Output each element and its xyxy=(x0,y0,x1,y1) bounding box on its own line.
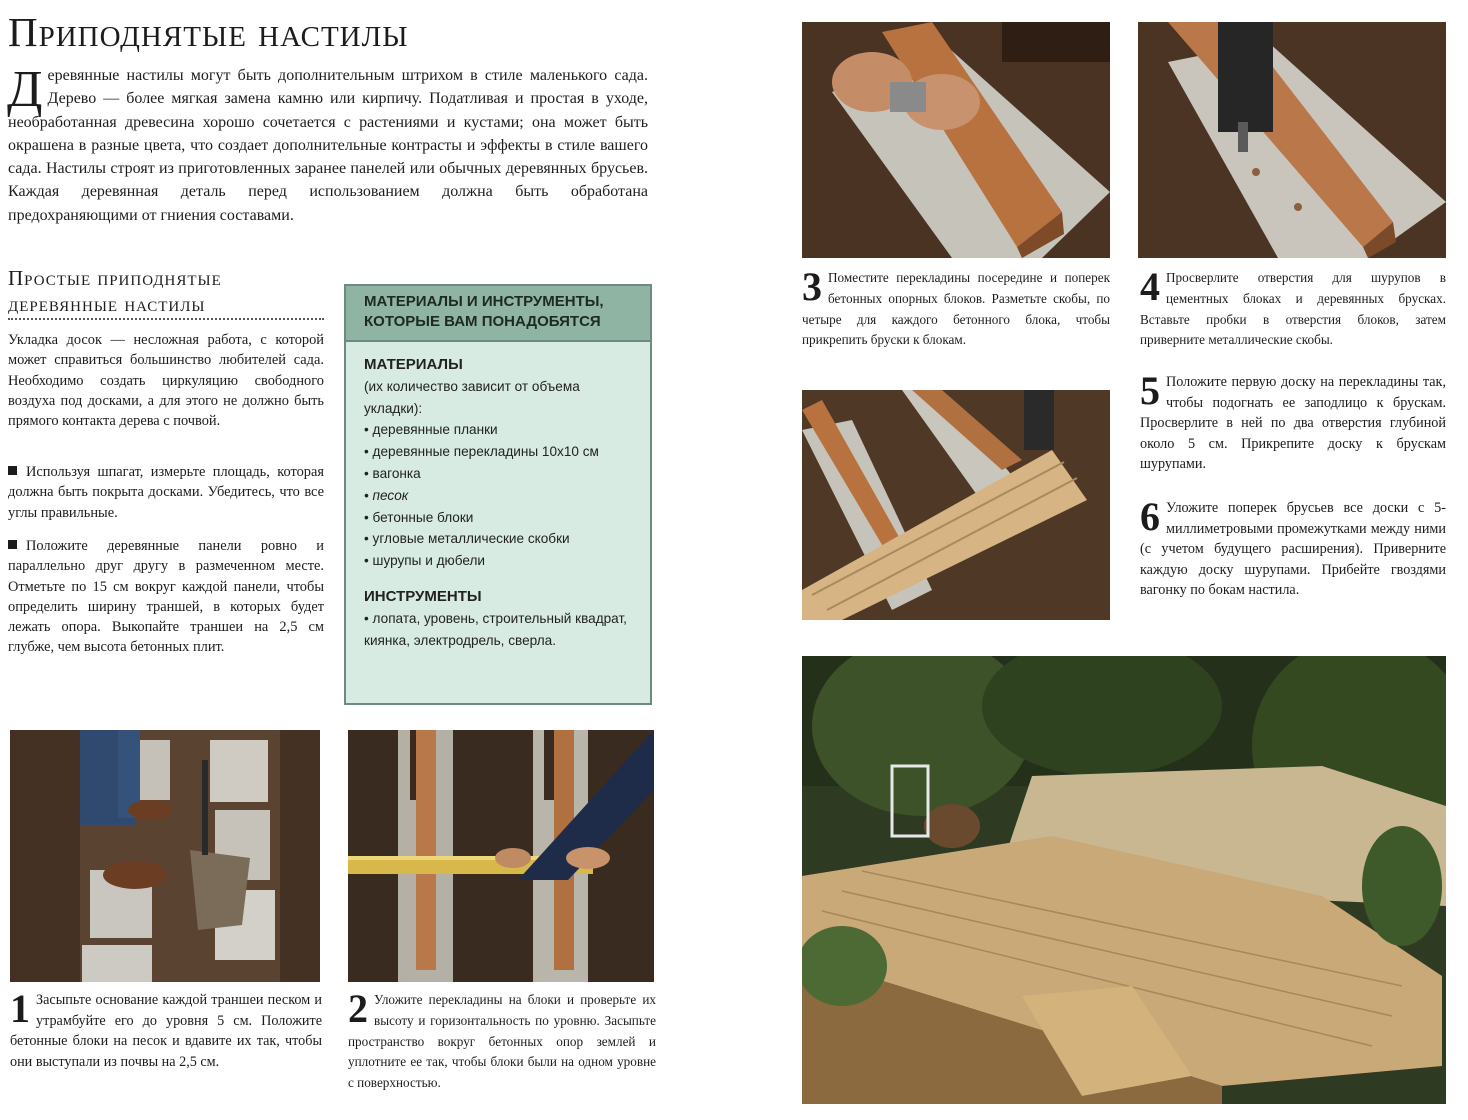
step-5-number: 5 xyxy=(1140,368,1160,413)
section-paragraph: Укладка досок — несложная работа, с которой может справиться большинство любителей сада. Необходимо создать циркуляцию свободного воздуха под досками, а для этого не должно быть прямого контакта дерева с почвой. xyxy=(8,332,324,430)
intro-paragraph xyxy=(7,61,648,227)
step-2-text: Уложите перекладины на блоки и проверьте их высоту и горизонтальность по уровню. Засыпьте пространство вокруг бетонных опор землей и уплотните ее так, чтобы блоки были на одном уровне с поверхностью. xyxy=(348,992,656,1091)
photo-finished-deck xyxy=(802,656,1446,1104)
step-4-number: 4 xyxy=(1140,264,1160,309)
materials-box-header: МАТЕРИАЛЫ И ИНСТРУМЕНТЫ, КОТОРЫЕ ВАМ ПОНАДОБЯТСЯ xyxy=(346,286,650,342)
step-6-number: 6 xyxy=(1140,494,1160,539)
intro-dropcap: Д xyxy=(7,61,43,118)
step-1-text: Засыпьте основание каждой траншеи песком и утрамбуйте его до уровня 5 см. Положите бетонные блоки на песок и вдавите их так, чтобы они выступали из почвы на 2,5 см. xyxy=(10,992,322,1070)
photo-step-5 xyxy=(802,390,1110,620)
section-title: Простые приподнятые деревянные настилы xyxy=(8,266,222,316)
materials-item: • шурупы и дюбели xyxy=(364,550,636,572)
bullet-measure xyxy=(8,462,324,523)
section-divider xyxy=(8,318,324,320)
materials-box xyxy=(344,284,652,705)
page-title: Приподнятые настилы xyxy=(8,9,409,55)
step-2 xyxy=(348,986,656,1094)
materials-item: • вагонка xyxy=(364,463,636,485)
step-5 xyxy=(1140,368,1446,475)
materials-item: • деревянные перекладины 10x10 см xyxy=(364,441,636,463)
materials-list xyxy=(364,419,636,572)
step-6-text: Уложите поперек брусьев все доски с 5-миллиметровыми промежутками между ними (с учетом будущего расширения). Приверните каждую доску шурупами. Прибейте гвоздями вагонку по бокам настила. xyxy=(1140,500,1446,599)
step-4 xyxy=(1140,264,1446,351)
photo-step-3 xyxy=(802,22,1110,258)
step-1-number: 1 xyxy=(10,986,30,1031)
materials-item: • бетонные блоки xyxy=(364,507,636,529)
step-4-text: Просверлите отверстия для шурупов в цементных блоках и деревянных брусках. Вставьте пробки в отверстия блоков, затем приверните металлические скобы. xyxy=(1140,270,1446,348)
step-2-number: 2 xyxy=(348,986,368,1031)
materials-item: • деревянные планки xyxy=(364,419,636,441)
intro-text: еревянные настилы могут быть дополнительным штрихом в стиле маленького сада. Дерево — более мягкая замена камню или кирпичу. Податливая и простая в уходе, необработанная древесина хорошо сочетается с растениями и кустами; она может быть окрашена в разные цвета, что создает дополнительные контрасты и эффекты в стиле вашего сада. Настилы строят из приготовленных заранее панелей или обычных деревянных брусьев. Каждая деревянная деталь перед использованием должна быть обработана предохраняющими от гниения составами. xyxy=(8,67,648,224)
bullet-panels xyxy=(8,536,324,658)
step-1 xyxy=(10,986,322,1072)
photo-step-4 xyxy=(1138,22,1446,258)
step-5-text: Положите первую доску на перекладины так, чтобы подогнать ее заподлицо к брускам. Просверлите в ней по два отверстия глубиной около 5 см. Прикрепите доску к брускам шурупами. xyxy=(1140,374,1446,473)
tools-list xyxy=(364,608,636,652)
step-3-number: 3 xyxy=(802,264,822,309)
tools-title: ИНСТРУМЕНТЫ xyxy=(364,587,482,605)
materials-item: • песок xyxy=(364,485,636,507)
bullet-measure-text: Используя шпагат, измерьте площадь, которая должна быть покрыта досками. Убедитесь, что все углы правильные. xyxy=(8,464,324,521)
bullet-panels-text: Положите деревянные панели ровно и параллельно друг другу в размеченном месте. Отметьте по 15 см вокруг каждой панели, чтобы определить ширину траншей, в которых будет лежать опора. Выкопайте траншеи на 2,5 см глубже, чем высота бетонных плит. xyxy=(8,538,324,656)
materials-title: МАТЕРИАЛЫ xyxy=(364,356,463,373)
photo-step-1 xyxy=(10,730,320,982)
step-3-text: Поместите перекладины посередине и поперек бетонных опорных блоков. Разметьте скобы, по четыре для каждого бетонного блока, чтобы прикрепить бруски к блокам. xyxy=(802,270,1110,348)
step-3 xyxy=(802,264,1110,351)
step-6 xyxy=(1140,494,1446,601)
square-bullet-icon xyxy=(8,466,17,475)
square-bullet-icon xyxy=(8,540,17,549)
materials-item: • угловые металлические скобки xyxy=(364,528,636,550)
photo-step-2 xyxy=(348,730,654,982)
tools-item: • лопата, уровень, строительный квадрат, киянка, электродрель, сверла. xyxy=(364,608,636,652)
materials-note: (их количество зависит от объема укладки): xyxy=(364,378,580,416)
